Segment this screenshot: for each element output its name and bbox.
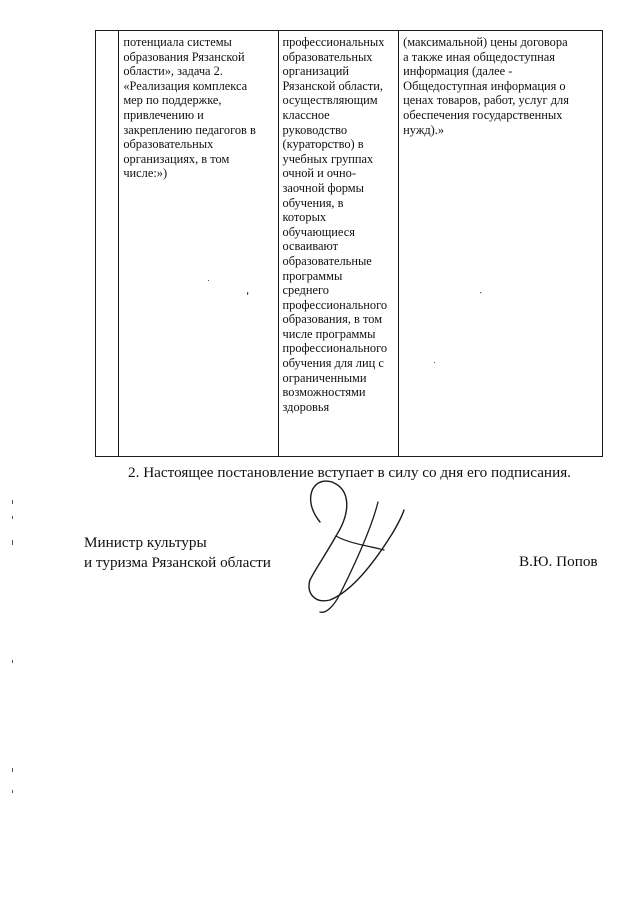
handwritten-signature — [280, 462, 420, 622]
cell-line: профессиональных — [282, 35, 385, 49]
recipients-cell — [278, 31, 399, 457]
cell-line: образования, в том — [282, 312, 383, 327]
cell-line: образовательных — [123, 137, 214, 152]
cell-line: заочной формы — [282, 180, 364, 195]
cell-line: мер по поддержке, — [123, 93, 222, 108]
cell-line: области», задача 2. — [123, 64, 223, 79]
cell-line: обучающиеся — [282, 224, 355, 239]
cell-line: возможностями — [282, 385, 366, 400]
cell-line: привлечению и — [123, 107, 204, 122]
cell-line: профессионального — [282, 297, 388, 312]
signatory-title-line: Министр культуры — [84, 534, 207, 551]
cell-line: руководство — [282, 122, 348, 137]
cell-line: числе:») — [123, 166, 168, 181]
cell-line: закреплению педагогов в — [123, 122, 256, 137]
cell-line: ограниченными — [282, 370, 367, 385]
cell-line: а также иная общедоступная — [403, 49, 555, 64]
cell-line: образовательных — [282, 49, 373, 64]
cell-line: классное — [282, 107, 330, 122]
signatory-name: В.Ю. Попов — [519, 553, 598, 570]
cell-line: потенциала системы — [123, 35, 232, 49]
information-cell — [399, 31, 603, 457]
cell-line: нужд).» — [403, 122, 445, 137]
cell-line: профессионального — [282, 341, 388, 356]
cell-line: учебных группах — [282, 151, 374, 166]
number-cell — [96, 31, 119, 457]
cell-line: осваивают — [282, 239, 339, 254]
cell-line: среднего — [282, 283, 329, 298]
cell-line: числе программы — [282, 326, 376, 341]
cell-line: очной и очно- — [282, 166, 356, 181]
cell-line: «Реализация комплекса — [123, 78, 248, 93]
cell-line: программы — [282, 268, 343, 283]
table-row — [96, 31, 603, 457]
signatory-title-line: и туризма Рязанской области — [84, 554, 271, 571]
cell-line: организациях, в том — [123, 151, 230, 166]
cell-line: ценах товаров, работ, услуг для — [403, 93, 569, 108]
cell-line: образования Рязанской — [123, 49, 245, 64]
cell-line: которых — [282, 210, 327, 225]
cell-line: Общедоступная информация о — [403, 78, 566, 93]
cell-line: здоровья — [282, 399, 330, 414]
signatory-title — [84, 533, 271, 573]
continuation-table — [95, 30, 603, 457]
cell-line: (максимальной) цены договора — [403, 35, 568, 49]
cell-line: организаций — [282, 64, 350, 79]
effective-date-clause: 2. Настоящее постановление вступает в силу со дня его подписания. — [128, 464, 571, 481]
cell-line: информация (далее - — [403, 64, 513, 79]
cell-line: обучения для лиц с — [282, 356, 384, 371]
cell-line: обеспечения государственных — [403, 107, 563, 122]
cell-line: Рязанской области, — [282, 78, 383, 93]
cell-line: осуществляющим — [282, 93, 378, 108]
cell-line: (кураторство) в — [282, 137, 364, 152]
program-name-cell — [119, 31, 278, 457]
cell-line: образовательные — [282, 253, 372, 268]
cell-line: обучения, в — [282, 195, 344, 210]
